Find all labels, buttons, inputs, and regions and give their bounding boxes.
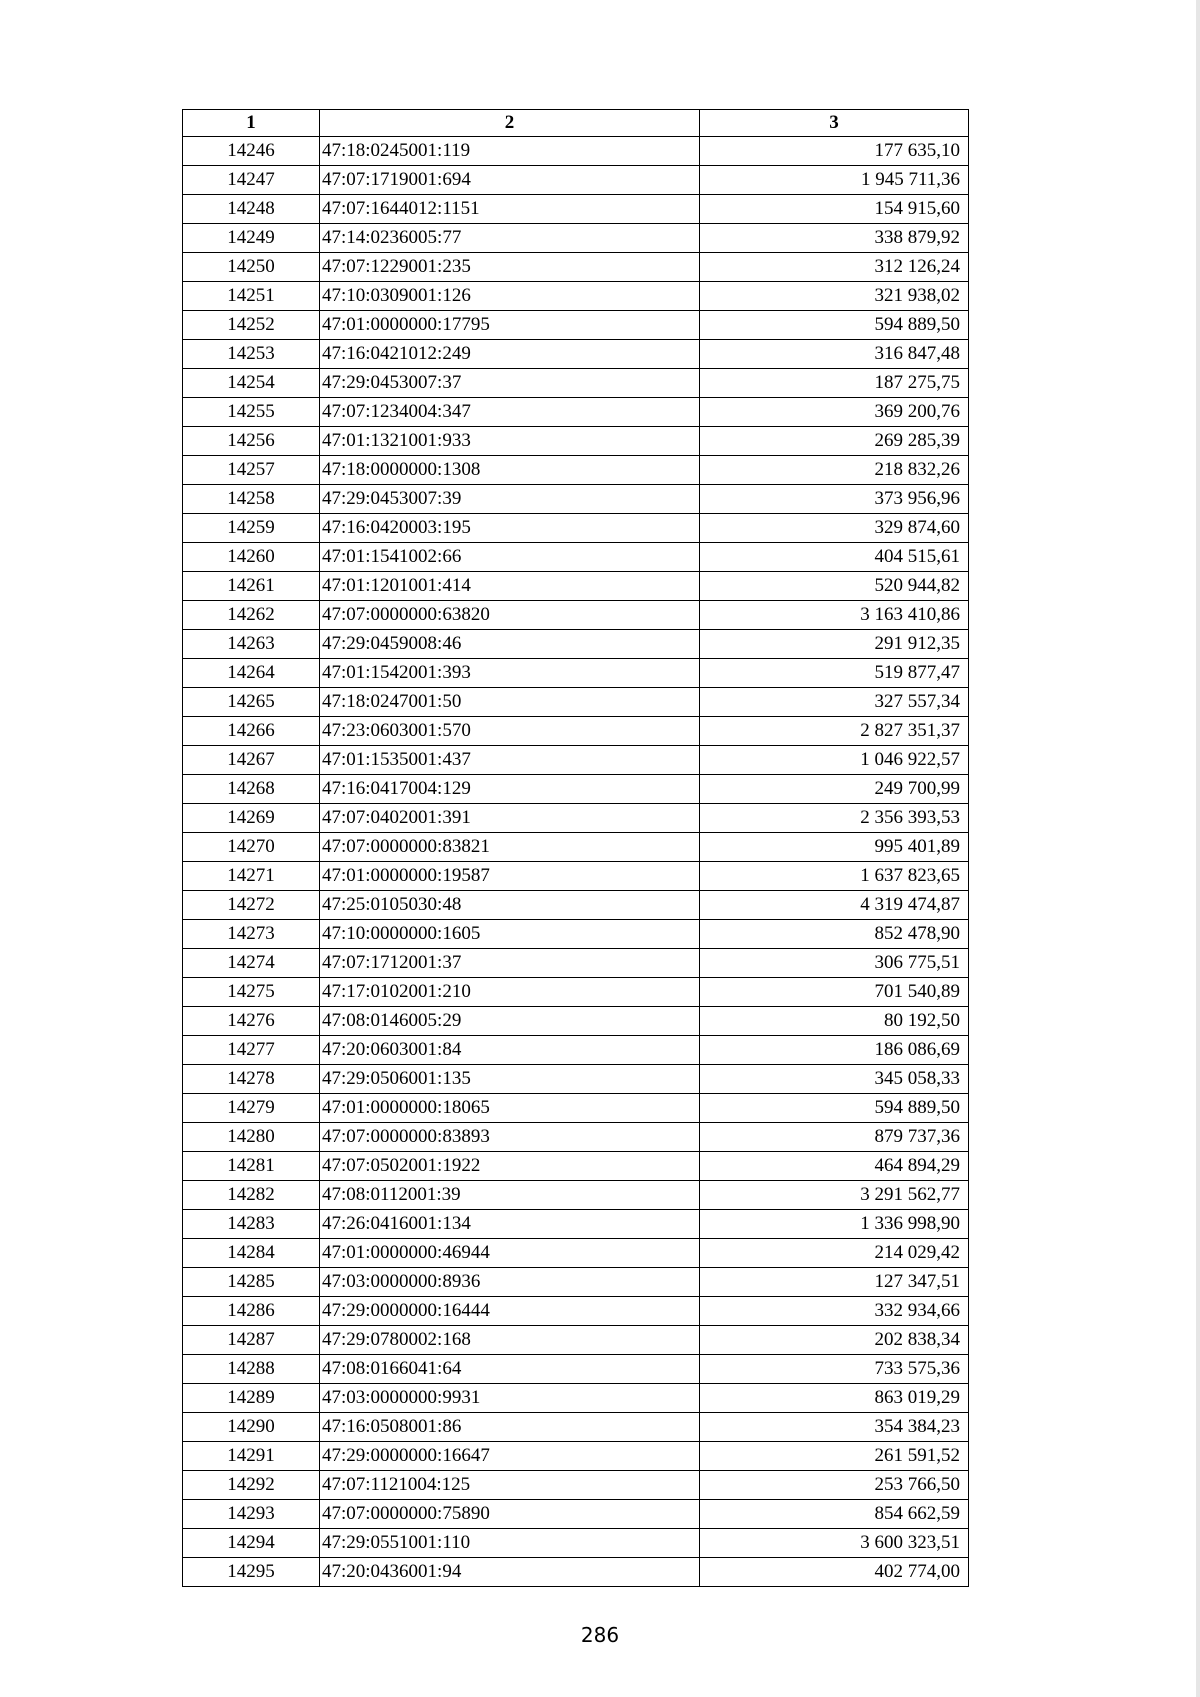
cadastral-value-cell: 369 200,76 <box>700 398 969 427</box>
cadastral-value-cell: 321 938,02 <box>700 282 969 311</box>
table-row <box>183 282 969 311</box>
cadastral-number-cell: 47:01:1541002:66 <box>320 543 700 572</box>
cadastral-number-cell: 47:07:1644012:1151 <box>320 195 700 224</box>
table-row <box>183 1210 969 1239</box>
table-row <box>183 949 969 978</box>
row-number-cell: 14261 <box>183 572 320 601</box>
row-number-cell: 14291 <box>183 1442 320 1471</box>
column-header-cadastral-number: 2 <box>320 110 700 137</box>
cadastral-number-cell: 47:07:0000000:75890 <box>320 1500 700 1529</box>
cadastral-number-cell: 47:29:0000000:16647 <box>320 1442 700 1471</box>
cadastral-number-cell: 47:18:0245001:119 <box>320 137 700 166</box>
table-row <box>183 253 969 282</box>
table-row <box>183 1384 969 1413</box>
cadastral-value-cell: 404 515,61 <box>700 543 969 572</box>
cadastral-number-cell: 47:01:0000000:19587 <box>320 862 700 891</box>
cadastral-number-cell: 47:01:1535001:437 <box>320 746 700 775</box>
cadastral-value-cell: 327 557,34 <box>700 688 969 717</box>
table-row <box>183 688 969 717</box>
table-row <box>183 1297 969 1326</box>
cadastral-value-cell: 306 775,51 <box>700 949 969 978</box>
cadastral-number-cell: 47:08:0146005:29 <box>320 1007 700 1036</box>
row-number-cell: 14273 <box>183 920 320 949</box>
row-number-cell: 14278 <box>183 1065 320 1094</box>
row-number-cell: 14285 <box>183 1268 320 1297</box>
cadastral-value-table <box>182 109 969 1587</box>
table-row <box>183 1326 969 1355</box>
cadastral-value-cell: 1 336 998,90 <box>700 1210 969 1239</box>
row-number-cell: 14289 <box>183 1384 320 1413</box>
table-row <box>183 1123 969 1152</box>
cadastral-number-cell: 47:23:0603001:570 <box>320 717 700 746</box>
row-number-cell: 14247 <box>183 166 320 195</box>
cadastral-value-cell: 253 766,50 <box>700 1471 969 1500</box>
row-number-cell: 14283 <box>183 1210 320 1239</box>
cadastral-value-cell: 863 019,29 <box>700 1384 969 1413</box>
cadastral-number-cell: 47:10:0309001:126 <box>320 282 700 311</box>
column-header-value: 3 <box>700 110 969 137</box>
cadastral-number-cell: 47:07:0502001:1922 <box>320 1152 700 1181</box>
cadastral-value-cell: 269 285,39 <box>700 427 969 456</box>
row-number-cell: 14266 <box>183 717 320 746</box>
row-number-cell: 14253 <box>183 340 320 369</box>
table-row <box>183 601 969 630</box>
table-row <box>183 1036 969 1065</box>
cadastral-number-cell: 47:16:0421012:249 <box>320 340 700 369</box>
row-number-cell: 14284 <box>183 1239 320 1268</box>
table-row <box>183 195 969 224</box>
table-row <box>183 572 969 601</box>
cadastral-value-cell: 373 956,96 <box>700 485 969 514</box>
cadastral-value-cell: 127 347,51 <box>700 1268 969 1297</box>
cadastral-value-cell: 3 600 323,51 <box>700 1529 969 1558</box>
table-row <box>183 891 969 920</box>
cadastral-value-cell: 519 877,47 <box>700 659 969 688</box>
table-row <box>183 746 969 775</box>
row-number-cell: 14269 <box>183 804 320 833</box>
row-number-cell: 14276 <box>183 1007 320 1036</box>
cadastral-value-cell: 332 934,66 <box>700 1297 969 1326</box>
row-number-cell: 14258 <box>183 485 320 514</box>
cadastral-value-cell: 402 774,00 <box>700 1558 969 1587</box>
cadastral-number-cell: 47:07:0402001:391 <box>320 804 700 833</box>
cadastral-number-cell: 47:03:0000000:9931 <box>320 1384 700 1413</box>
cadastral-value-cell: 291 912,35 <box>700 630 969 659</box>
cadastral-number-cell: 47:01:0000000:46944 <box>320 1239 700 1268</box>
page-edge <box>1196 0 1200 1697</box>
cadastral-value-cell: 80 192,50 <box>700 1007 969 1036</box>
cadastral-value-cell: 4 319 474,87 <box>700 891 969 920</box>
cadastral-number-cell: 47:29:0780002:168 <box>320 1326 700 1355</box>
table-row <box>183 1355 969 1384</box>
row-number-cell: 14294 <box>183 1529 320 1558</box>
cadastral-value-cell: 995 401,89 <box>700 833 969 862</box>
cadastral-number-cell: 47:03:0000000:8936 <box>320 1268 700 1297</box>
cadastral-number-cell: 47:07:0000000:63820 <box>320 601 700 630</box>
cadastral-number-cell: 47:10:0000000:1605 <box>320 920 700 949</box>
row-number-cell: 14268 <box>183 775 320 804</box>
cadastral-number-cell: 47:25:0105030:48 <box>320 891 700 920</box>
cadastral-number-cell: 47:29:0000000:16444 <box>320 1297 700 1326</box>
table-row <box>183 514 969 543</box>
row-number-cell: 14259 <box>183 514 320 543</box>
table-row <box>183 1558 969 1587</box>
row-number-cell: 14270 <box>183 833 320 862</box>
cadastral-value-cell: 249 700,99 <box>700 775 969 804</box>
table-row <box>183 137 969 166</box>
cadastral-number-cell: 47:20:0603001:84 <box>320 1036 700 1065</box>
table-row <box>183 1239 969 1268</box>
table-row <box>183 920 969 949</box>
cadastral-number-cell: 47:07:1229001:235 <box>320 253 700 282</box>
cadastral-value-cell: 464 894,29 <box>700 1152 969 1181</box>
row-number-cell: 14246 <box>183 137 320 166</box>
page-number: 286 <box>580 1623 620 1647</box>
cadastral-number-cell: 47:17:0102001:210 <box>320 978 700 1007</box>
table-row <box>183 978 969 1007</box>
row-number-cell: 14280 <box>183 1123 320 1152</box>
cadastral-number-cell: 47:18:0000000:1308 <box>320 456 700 485</box>
cadastral-number-cell: 47:29:0453007:37 <box>320 369 700 398</box>
cadastral-number-cell: 47:29:0453007:39 <box>320 485 700 514</box>
cadastral-number-cell: 47:29:0459008:46 <box>320 630 700 659</box>
table-row <box>183 1094 969 1123</box>
row-number-cell: 14282 <box>183 1181 320 1210</box>
cadastral-value-cell: 3 291 562,77 <box>700 1181 969 1210</box>
cadastral-number-cell: 47:14:0236005:77 <box>320 224 700 253</box>
table-row <box>183 1065 969 1094</box>
cadastral-value-cell: 354 384,23 <box>700 1413 969 1442</box>
table-row <box>183 862 969 891</box>
cadastral-value-cell: 2 356 393,53 <box>700 804 969 833</box>
cadastral-value-cell: 261 591,52 <box>700 1442 969 1471</box>
row-number-cell: 14292 <box>183 1471 320 1500</box>
table-row <box>183 369 969 398</box>
column-header-number: 1 <box>183 110 320 137</box>
table-row <box>183 1529 969 1558</box>
cadastral-number-cell: 47:29:0551001:110 <box>320 1529 700 1558</box>
cadastral-value-cell: 701 540,89 <box>700 978 969 1007</box>
table-row <box>183 1152 969 1181</box>
cadastral-number-cell: 47:07:1712001:37 <box>320 949 700 978</box>
row-number-cell: 14277 <box>183 1036 320 1065</box>
table-row <box>183 427 969 456</box>
row-number-cell: 14264 <box>183 659 320 688</box>
cadastral-value-cell: 854 662,59 <box>700 1500 969 1529</box>
row-number-cell: 14248 <box>183 195 320 224</box>
cadastral-value-cell: 852 478,90 <box>700 920 969 949</box>
table-row <box>183 1471 969 1500</box>
cadastral-value-cell: 177 635,10 <box>700 137 969 166</box>
row-number-cell: 14251 <box>183 282 320 311</box>
cadastral-value-cell: 594 889,50 <box>700 1094 969 1123</box>
row-number-cell: 14257 <box>183 456 320 485</box>
cadastral-number-cell: 47:01:1542001:393 <box>320 659 700 688</box>
cadastral-number-cell: 47:01:1201001:414 <box>320 572 700 601</box>
cadastral-number-cell: 47:26:0416001:134 <box>320 1210 700 1239</box>
cadastral-number-cell: 47:07:1121004:125 <box>320 1471 700 1500</box>
cadastral-number-cell: 47:01:0000000:18065 <box>320 1094 700 1123</box>
cadastral-value-cell: 2 827 351,37 <box>700 717 969 746</box>
table-row <box>183 224 969 253</box>
table-row <box>183 1500 969 1529</box>
table-row <box>183 804 969 833</box>
table-row <box>183 1413 969 1442</box>
cadastral-number-cell: 47:01:1321001:933 <box>320 427 700 456</box>
row-number-cell: 14288 <box>183 1355 320 1384</box>
row-number-cell: 14267 <box>183 746 320 775</box>
cadastral-value-cell: 312 126,24 <box>700 253 969 282</box>
table-header-row <box>183 110 969 137</box>
row-number-cell: 14286 <box>183 1297 320 1326</box>
cadastral-value-cell: 1 945 711,36 <box>700 166 969 195</box>
row-number-cell: 14271 <box>183 862 320 891</box>
cadastral-number-cell: 47:08:0166041:64 <box>320 1355 700 1384</box>
row-number-cell: 14279 <box>183 1094 320 1123</box>
cadastral-value-cell: 202 838,34 <box>700 1326 969 1355</box>
row-number-cell: 14265 <box>183 688 320 717</box>
table-row <box>183 398 969 427</box>
cadastral-number-cell: 47:18:0247001:50 <box>320 688 700 717</box>
table-row <box>183 485 969 514</box>
cadastral-value-cell: 154 915,60 <box>700 195 969 224</box>
table-row <box>183 630 969 659</box>
table-row <box>183 1268 969 1297</box>
table-row <box>183 1442 969 1471</box>
table-row <box>183 659 969 688</box>
row-number-cell: 14255 <box>183 398 320 427</box>
table-row <box>183 717 969 746</box>
row-number-cell: 14290 <box>183 1413 320 1442</box>
cadastral-number-cell: 47:20:0436001:94 <box>320 1558 700 1587</box>
table-row <box>183 1007 969 1036</box>
row-number-cell: 14274 <box>183 949 320 978</box>
cadastral-value-cell: 186 086,69 <box>700 1036 969 1065</box>
row-number-cell: 14262 <box>183 601 320 630</box>
cadastral-value-cell: 879 737,36 <box>700 1123 969 1152</box>
row-number-cell: 14252 <box>183 311 320 340</box>
cadastral-number-cell: 47:01:0000000:17795 <box>320 311 700 340</box>
row-number-cell: 14272 <box>183 891 320 920</box>
row-number-cell: 14295 <box>183 1558 320 1587</box>
row-number-cell: 14275 <box>183 978 320 1007</box>
cadastral-number-cell: 47:07:0000000:83821 <box>320 833 700 862</box>
cadastral-value-cell: 338 879,92 <box>700 224 969 253</box>
cadastral-number-cell: 47:16:0417004:129 <box>320 775 700 804</box>
row-number-cell: 14263 <box>183 630 320 659</box>
cadastral-value-cell: 316 847,48 <box>700 340 969 369</box>
table-row <box>183 456 969 485</box>
cadastral-number-cell: 47:07:0000000:83893 <box>320 1123 700 1152</box>
cadastral-value-cell: 594 889,50 <box>700 311 969 340</box>
row-number-cell: 14293 <box>183 1500 320 1529</box>
cadastral-value-cell: 218 832,26 <box>700 456 969 485</box>
row-number-cell: 14250 <box>183 253 320 282</box>
cadastral-number-cell: 47:07:1234004:347 <box>320 398 700 427</box>
cadastral-number-cell: 47:16:0508001:86 <box>320 1413 700 1442</box>
cadastral-number-cell: 47:08:0112001:39 <box>320 1181 700 1210</box>
cadastral-number-cell: 47:16:0420003:195 <box>320 514 700 543</box>
cadastral-value-cell: 1 637 823,65 <box>700 862 969 891</box>
row-number-cell: 14256 <box>183 427 320 456</box>
row-number-cell: 14287 <box>183 1326 320 1355</box>
table-row <box>183 543 969 572</box>
cadastral-value-cell: 1 046 922,57 <box>700 746 969 775</box>
table-row <box>183 775 969 804</box>
cadastral-value-cell: 3 163 410,86 <box>700 601 969 630</box>
cadastral-value-cell: 520 944,82 <box>700 572 969 601</box>
row-number-cell: 14249 <box>183 224 320 253</box>
cadastral-value-cell: 214 029,42 <box>700 1239 969 1268</box>
table-row <box>183 833 969 862</box>
table-row <box>183 1181 969 1210</box>
table-row <box>183 166 969 195</box>
cadastral-value-cell: 187 275,75 <box>700 369 969 398</box>
cadastral-number-cell: 47:29:0506001:135 <box>320 1065 700 1094</box>
row-number-cell: 14281 <box>183 1152 320 1181</box>
cadastral-value-cell: 733 575,36 <box>700 1355 969 1384</box>
row-number-cell: 14254 <box>183 369 320 398</box>
table-row <box>183 340 969 369</box>
cadastral-value-cell: 345 058,33 <box>700 1065 969 1094</box>
table-row <box>183 311 969 340</box>
cadastral-number-cell: 47:07:1719001:694 <box>320 166 700 195</box>
row-number-cell: 14260 <box>183 543 320 572</box>
table-body <box>183 137 969 1587</box>
cadastral-value-cell: 329 874,60 <box>700 514 969 543</box>
